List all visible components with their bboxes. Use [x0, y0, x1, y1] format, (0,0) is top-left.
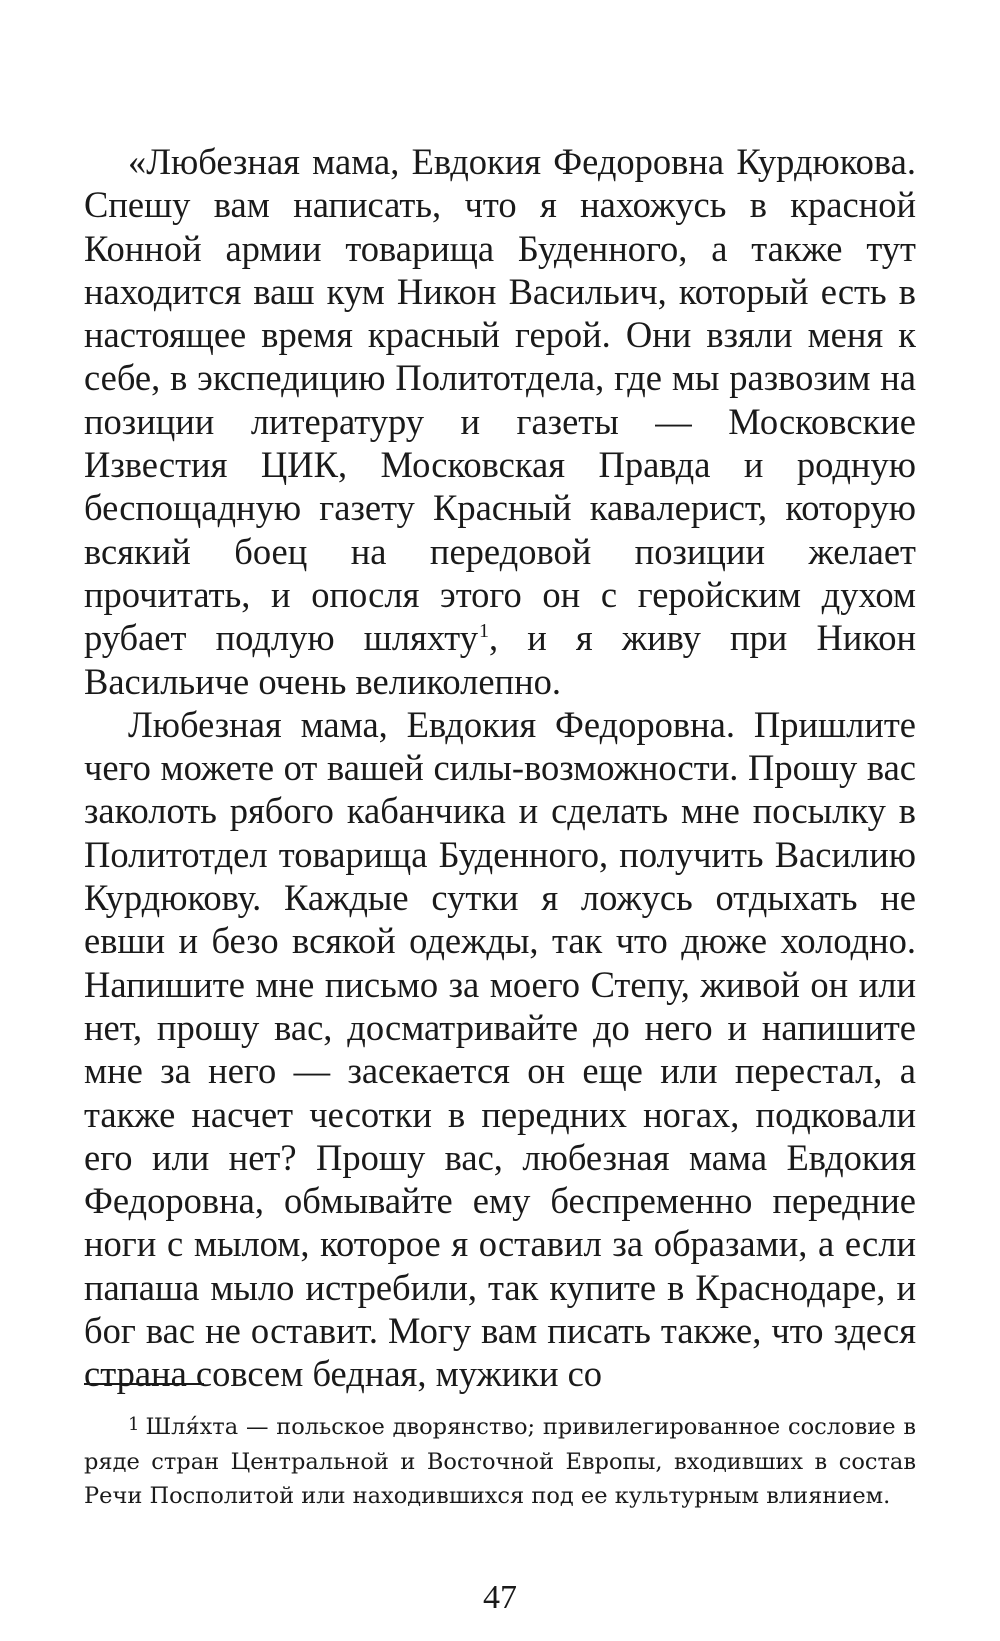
- paragraph-1: [84, 140, 916, 703]
- paragraph-2: Любезная мама, Евдокия Федоровна. Пришлите чего можете от вашей силы-возможности. Прошу вас заколоть рябого кабанчика и сделать мне посылку в Политотдел товарища Буденного, получить Василию Курдюкову. Каждые сутки я ложусь отдыхать не евши и безо всякой одежды, так что дюже холодно. Напишите мне письмо за моего Степу, живой он или нет, прошу вас, досматривайте до него и напишите мне за него — засекается он еще или перестал, а также насчет чесотки в передних ногах, подковали его или нет? Прошу вас, любезная мама Евдокия Федоровна, обмывайте ему беспременно передние ноги с мылом, которое я оставил за образами, а если папаша мыло истребили, так купите в Краснодаре, и бог вас не оставит. Могу вам писать также, что здеся страна совсем бедная, мужики со: [84, 703, 916, 1395]
- page-number: 47: [483, 1579, 517, 1616]
- footnote-divider: [84, 1383, 204, 1385]
- footnote-reference: 1: [478, 620, 489, 643]
- main-text: [84, 140, 916, 1396]
- paragraph-1-tail: , и я живу при Никон Васильиче очень великолепно.: [84, 617, 917, 702]
- paragraph-1-text: «Любезная мама, Евдокия Федоровна Курдюкова. Спешу вам написать, что я нахожусь в красной Конной армии товарища Буденного, а также тут находится ваш кум Никон Васильич, который есть в настоящее время красный герой. Они взяли меня к себе, в экспедицию Политотдела, где мы развозим на позиции литературу и газеты — Московские Известия ЦИК, Московская Правда и родную беспощадную газету Красный кавалерист, которую всякий боец на передовой позиции желает прочитать, и опосля этого он с геройским духом рубает подлую шляхту: [84, 141, 916, 659]
- footnote: [84, 1408, 916, 1514]
- footnote-number: 1: [128, 1414, 140, 1435]
- footnote-text: Шля́хта — польское дворянство; привилегированное сословие в ряде стран Центральной и Восточной Европы, входивших в состав Речи Посполитой или находившихся под ее культурным влиянием.: [84, 1414, 916, 1509]
